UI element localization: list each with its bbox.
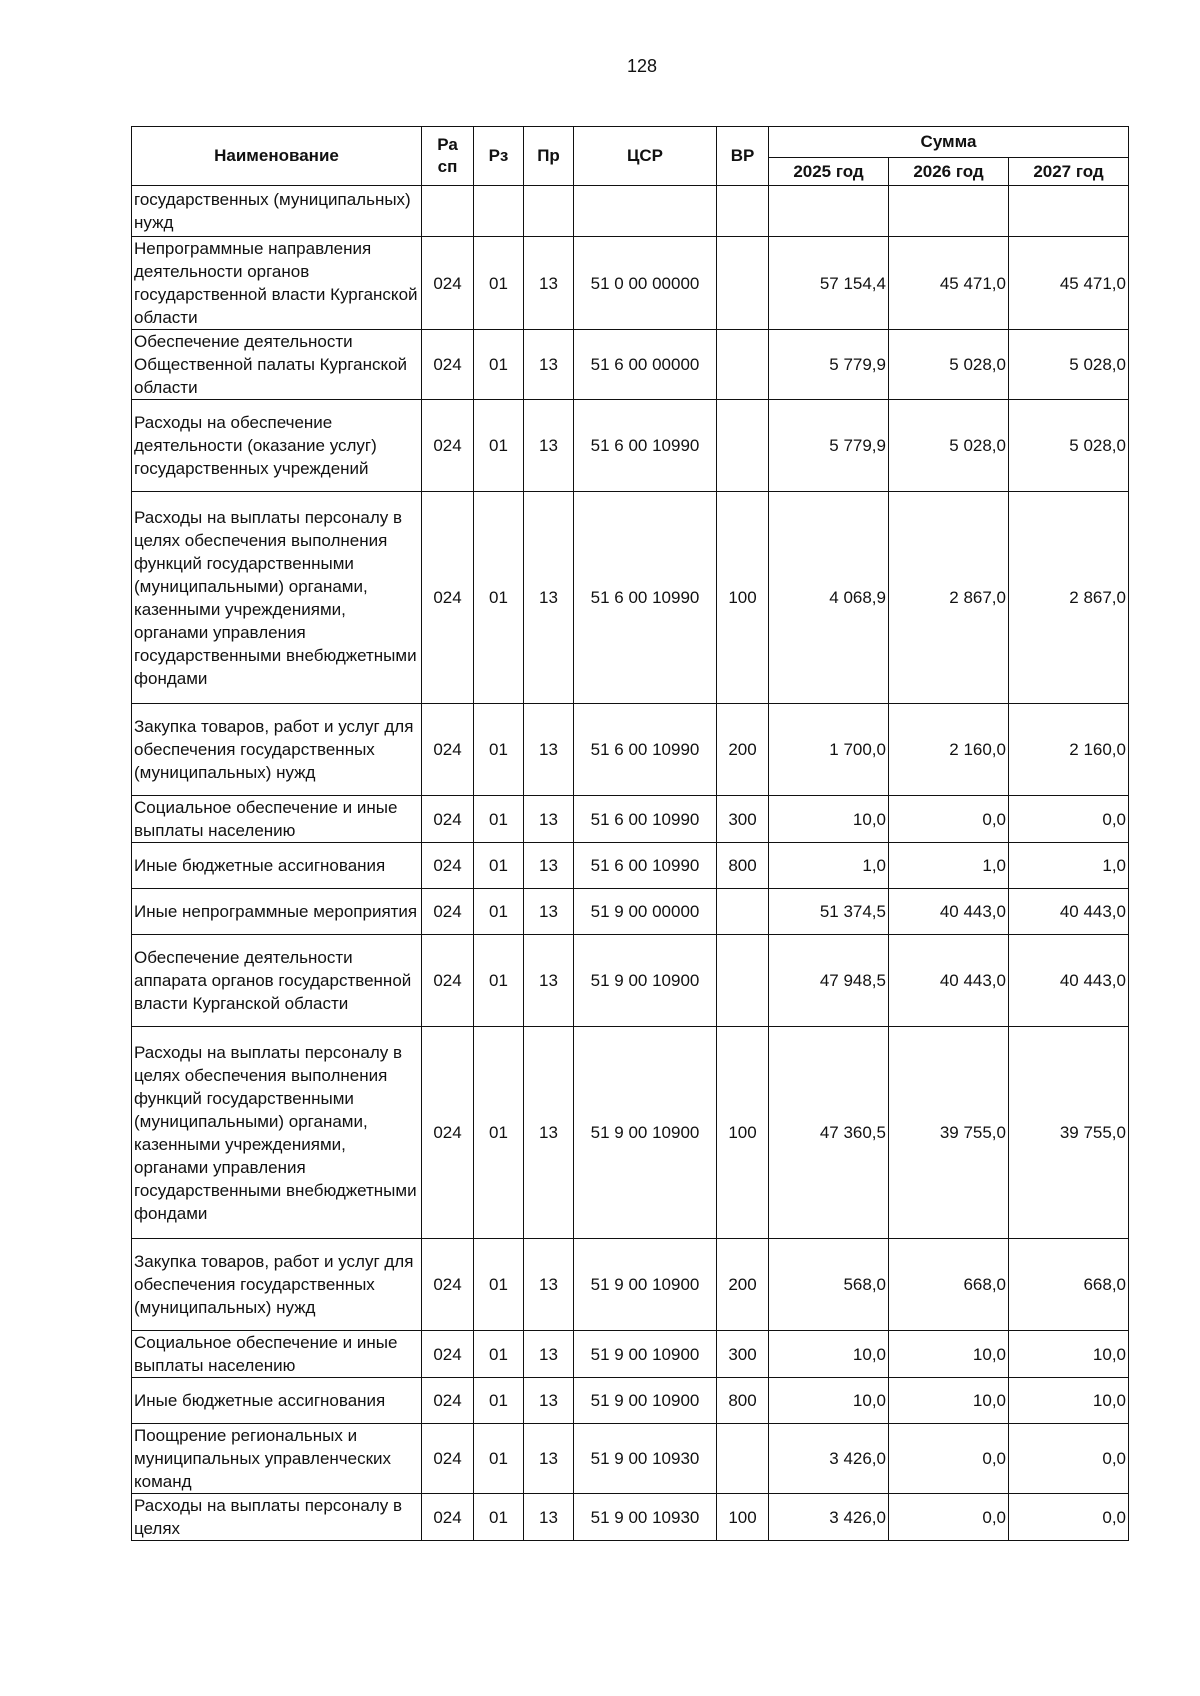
cell-rasp: 024 [422, 843, 474, 889]
cell-pr: 13 [524, 1424, 574, 1494]
cell-csr: 51 9 00 10900 [574, 1378, 717, 1424]
cell-vr: 200 [717, 704, 769, 796]
cell-rasp: 024 [422, 704, 474, 796]
cell-rasp: 024 [422, 1027, 474, 1239]
cell-pr: 13 [524, 330, 574, 400]
page-number: 128 [626, 56, 658, 76]
cell-sum-2026: 40 443,0 [889, 935, 1009, 1027]
header-name: Наименование [132, 127, 422, 186]
table-row [132, 330, 1129, 400]
cell-sum-2027: 1,0 [1009, 843, 1129, 889]
table-row [132, 237, 1129, 330]
cell-name: Обеспечение деятельности Общественной палаты Курганской области [132, 330, 422, 400]
cell-sum-2027: 40 443,0 [1009, 935, 1129, 1027]
cell-sum-2025: 47 948,5 [769, 935, 889, 1027]
cell-csr: 51 9 00 10900 [574, 1239, 717, 1331]
cell-pr: 13 [524, 1027, 574, 1239]
cell-rz: 01 [474, 1239, 524, 1331]
cell-name: Расходы на выплаты персоналу в целях [132, 1494, 422, 1541]
table-row [132, 1331, 1129, 1378]
cell-sum-2027: 668,0 [1009, 1239, 1129, 1331]
cell-sum-2025: 5 779,9 [769, 330, 889, 400]
cell-rz: 01 [474, 330, 524, 400]
cell-rasp [422, 186, 474, 237]
cell-csr [574, 186, 717, 237]
cell-sum-2027: 2 160,0 [1009, 704, 1129, 796]
cell-rz: 01 [474, 1027, 524, 1239]
cell-name: Непрограммные направления деятельности органов государственной власти Курганской области [132, 237, 422, 330]
cell-sum-2027: 10,0 [1009, 1331, 1129, 1378]
cell-rasp: 024 [422, 400, 474, 492]
cell-name: государственных (муниципальных) нужд [132, 186, 422, 237]
cell-sum-2026: 0,0 [889, 1494, 1009, 1541]
cell-pr: 13 [524, 400, 574, 492]
cell-sum-2027: 0,0 [1009, 1494, 1129, 1541]
table-body [132, 186, 1129, 1541]
cell-name: Закупка товаров, работ и услуг для обеспечения государственных (муниципальных) нужд [132, 704, 422, 796]
cell-name: Иные бюджетные ассигнования [132, 1378, 422, 1424]
cell-sum-2027: 40 443,0 [1009, 889, 1129, 935]
cell-rasp: 024 [422, 1424, 474, 1494]
cell-pr: 13 [524, 843, 574, 889]
cell-pr: 13 [524, 1378, 574, 1424]
cell-vr [717, 186, 769, 237]
cell-rz: 01 [474, 843, 524, 889]
cell-name: Расходы на выплаты персоналу в целях обеспечения выполнения функций государственными (муниципальными) органами, казенными учреждениями, органами управления государственными внебюджетными фондами [132, 1027, 422, 1239]
cell-vr: 300 [717, 1331, 769, 1378]
cell-vr: 100 [717, 492, 769, 704]
cell-sum-2026: 0,0 [889, 796, 1009, 843]
cell-pr: 13 [524, 704, 574, 796]
cell-name: Поощрение региональных и муниципальных управленческих команд [132, 1424, 422, 1494]
table-row [132, 796, 1129, 843]
cell-sum-2026: 0,0 [889, 1424, 1009, 1494]
table-row [132, 492, 1129, 704]
table-row [132, 400, 1129, 492]
cell-vr: 200 [717, 1239, 769, 1331]
header-pr: Пр [524, 127, 574, 186]
cell-pr: 13 [524, 1494, 574, 1541]
cell-vr: 800 [717, 843, 769, 889]
cell-rz: 01 [474, 400, 524, 492]
cell-rz: 01 [474, 796, 524, 843]
header-2025: 2025 год [769, 158, 889, 186]
cell-name: Социальное обеспечение и иные выплаты населению [132, 1331, 422, 1378]
table-row [132, 1424, 1129, 1494]
cell-rasp: 024 [422, 1239, 474, 1331]
cell-rasp: 024 [422, 889, 474, 935]
cell-rasp: 024 [422, 1494, 474, 1541]
cell-sum-2026: 668,0 [889, 1239, 1009, 1331]
cell-sum-2025: 5 779,9 [769, 400, 889, 492]
cell-csr: 51 9 00 10930 [574, 1494, 717, 1541]
cell-name: Иные бюджетные ассигнования [132, 843, 422, 889]
cell-vr: 800 [717, 1378, 769, 1424]
cell-sum-2027: 45 471,0 [1009, 237, 1129, 330]
cell-vr: 300 [717, 796, 769, 843]
cell-sum-2025: 3 426,0 [769, 1424, 889, 1494]
header-vr: ВР [717, 127, 769, 186]
cell-sum-2026 [889, 186, 1009, 237]
cell-name: Обеспечение деятельности аппарата органов государственной власти Курганской области [132, 935, 422, 1027]
cell-sum-2026: 10,0 [889, 1331, 1009, 1378]
cell-sum-2027: 2 867,0 [1009, 492, 1129, 704]
cell-sum-2025: 4 068,9 [769, 492, 889, 704]
cell-name: Закупка товаров, работ и услуг для обеспечения государственных (муниципальных) нужд [132, 1239, 422, 1331]
cell-rasp: 024 [422, 935, 474, 1027]
cell-rasp: 024 [422, 1378, 474, 1424]
header-2027: 2027 год [1009, 158, 1129, 186]
cell-sum-2027: 0,0 [1009, 1424, 1129, 1494]
table-row [132, 935, 1129, 1027]
cell-sum-2027: 0,0 [1009, 796, 1129, 843]
cell-csr: 51 6 00 10990 [574, 796, 717, 843]
cell-name: Социальное обеспечение и иные выплаты населению [132, 796, 422, 843]
cell-rasp: 024 [422, 330, 474, 400]
cell-csr: 51 6 00 10990 [574, 492, 717, 704]
cell-csr: 51 9 00 00000 [574, 889, 717, 935]
table-row [132, 843, 1129, 889]
cell-sum-2027: 5 028,0 [1009, 400, 1129, 492]
cell-csr: 51 9 00 10900 [574, 1027, 717, 1239]
table-row [132, 889, 1129, 935]
cell-sum-2025: 1,0 [769, 843, 889, 889]
header-rasp [422, 127, 474, 186]
header-csr: ЦСР [574, 127, 717, 186]
cell-rasp: 024 [422, 237, 474, 330]
cell-sum-2027: 5 028,0 [1009, 330, 1129, 400]
cell-csr: 51 6 00 10990 [574, 843, 717, 889]
cell-sum-2027: 39 755,0 [1009, 1027, 1129, 1239]
cell-sum-2026: 40 443,0 [889, 889, 1009, 935]
cell-csr: 51 6 00 10990 [574, 400, 717, 492]
cell-rasp: 024 [422, 492, 474, 704]
cell-pr: 13 [524, 1239, 574, 1331]
cell-rz: 01 [474, 1494, 524, 1541]
cell-sum-2025: 51 374,5 [769, 889, 889, 935]
cell-name: Расходы на выплаты персоналу в целях обеспечения выполнения функций государственными (муниципальными) органами, казенными учреждениями, органами управления государственными внебюджетными фондами [132, 492, 422, 704]
cell-sum-2025: 10,0 [769, 1331, 889, 1378]
cell-vr [717, 889, 769, 935]
budget-table [131, 126, 1129, 1541]
table-row [132, 704, 1129, 796]
cell-pr: 13 [524, 796, 574, 843]
cell-sum-2026: 39 755,0 [889, 1027, 1009, 1239]
cell-rz: 01 [474, 704, 524, 796]
cell-rz: 01 [474, 1331, 524, 1378]
cell-vr [717, 400, 769, 492]
cell-sum-2026: 2 867,0 [889, 492, 1009, 704]
cell-csr: 51 6 00 00000 [574, 330, 717, 400]
cell-vr [717, 330, 769, 400]
table-row [132, 1239, 1129, 1331]
cell-pr: 13 [524, 935, 574, 1027]
header-2026: 2026 год [889, 158, 1009, 186]
cell-sum-2025: 3 426,0 [769, 1494, 889, 1541]
cell-rasp: 024 [422, 796, 474, 843]
cell-sum-2026: 45 471,0 [889, 237, 1009, 330]
cell-vr [717, 237, 769, 330]
cell-csr: 51 0 00 00000 [574, 237, 717, 330]
cell-rz: 01 [474, 889, 524, 935]
cell-name: Иные непрограммные мероприятия [132, 889, 422, 935]
table-row [132, 1027, 1129, 1239]
cell-rz: 01 [474, 237, 524, 330]
table-row [132, 1494, 1129, 1541]
cell-vr [717, 1424, 769, 1494]
header-sum: Сумма [769, 127, 1129, 158]
cell-sum-2025: 1 700,0 [769, 704, 889, 796]
table-header [132, 127, 1129, 186]
cell-sum-2026: 10,0 [889, 1378, 1009, 1424]
cell-vr [717, 935, 769, 1027]
cell-pr: 13 [524, 1331, 574, 1378]
cell-pr: 13 [524, 237, 574, 330]
table-row [132, 186, 1129, 237]
cell-pr: 13 [524, 492, 574, 704]
cell-sum-2027 [1009, 186, 1129, 237]
cell-rz: 01 [474, 935, 524, 1027]
cell-sum-2026: 5 028,0 [889, 400, 1009, 492]
cell-csr: 51 9 00 10900 [574, 935, 717, 1027]
cell-sum-2026: 1,0 [889, 843, 1009, 889]
cell-sum-2025: 57 154,4 [769, 237, 889, 330]
cell-rz: 01 [474, 492, 524, 704]
cell-csr: 51 6 00 10990 [574, 704, 717, 796]
cell-name: Расходы на обеспечение деятельности (оказание услуг) государственных учреждений [132, 400, 422, 492]
cell-vr: 100 [717, 1494, 769, 1541]
cell-sum-2025: 10,0 [769, 1378, 889, 1424]
header-rasp-top: Ра [437, 135, 458, 154]
cell-sum-2025: 568,0 [769, 1239, 889, 1331]
cell-sum-2026: 2 160,0 [889, 704, 1009, 796]
cell-pr: 13 [524, 889, 574, 935]
header-rasp-bottom: сп [437, 157, 458, 176]
cell-csr: 51 9 00 10930 [574, 1424, 717, 1494]
cell-rz: 01 [474, 1424, 524, 1494]
cell-rz: 01 [474, 1378, 524, 1424]
cell-sum-2025 [769, 186, 889, 237]
header-rz: Рз [474, 127, 524, 186]
cell-pr [524, 186, 574, 237]
table-row [132, 1378, 1129, 1424]
cell-sum-2025: 10,0 [769, 796, 889, 843]
cell-rz [474, 186, 524, 237]
cell-sum-2027: 10,0 [1009, 1378, 1129, 1424]
cell-rasp: 024 [422, 1331, 474, 1378]
cell-vr: 100 [717, 1027, 769, 1239]
cell-csr: 51 9 00 10900 [574, 1331, 717, 1378]
cell-sum-2026: 5 028,0 [889, 330, 1009, 400]
cell-sum-2025: 47 360,5 [769, 1027, 889, 1239]
